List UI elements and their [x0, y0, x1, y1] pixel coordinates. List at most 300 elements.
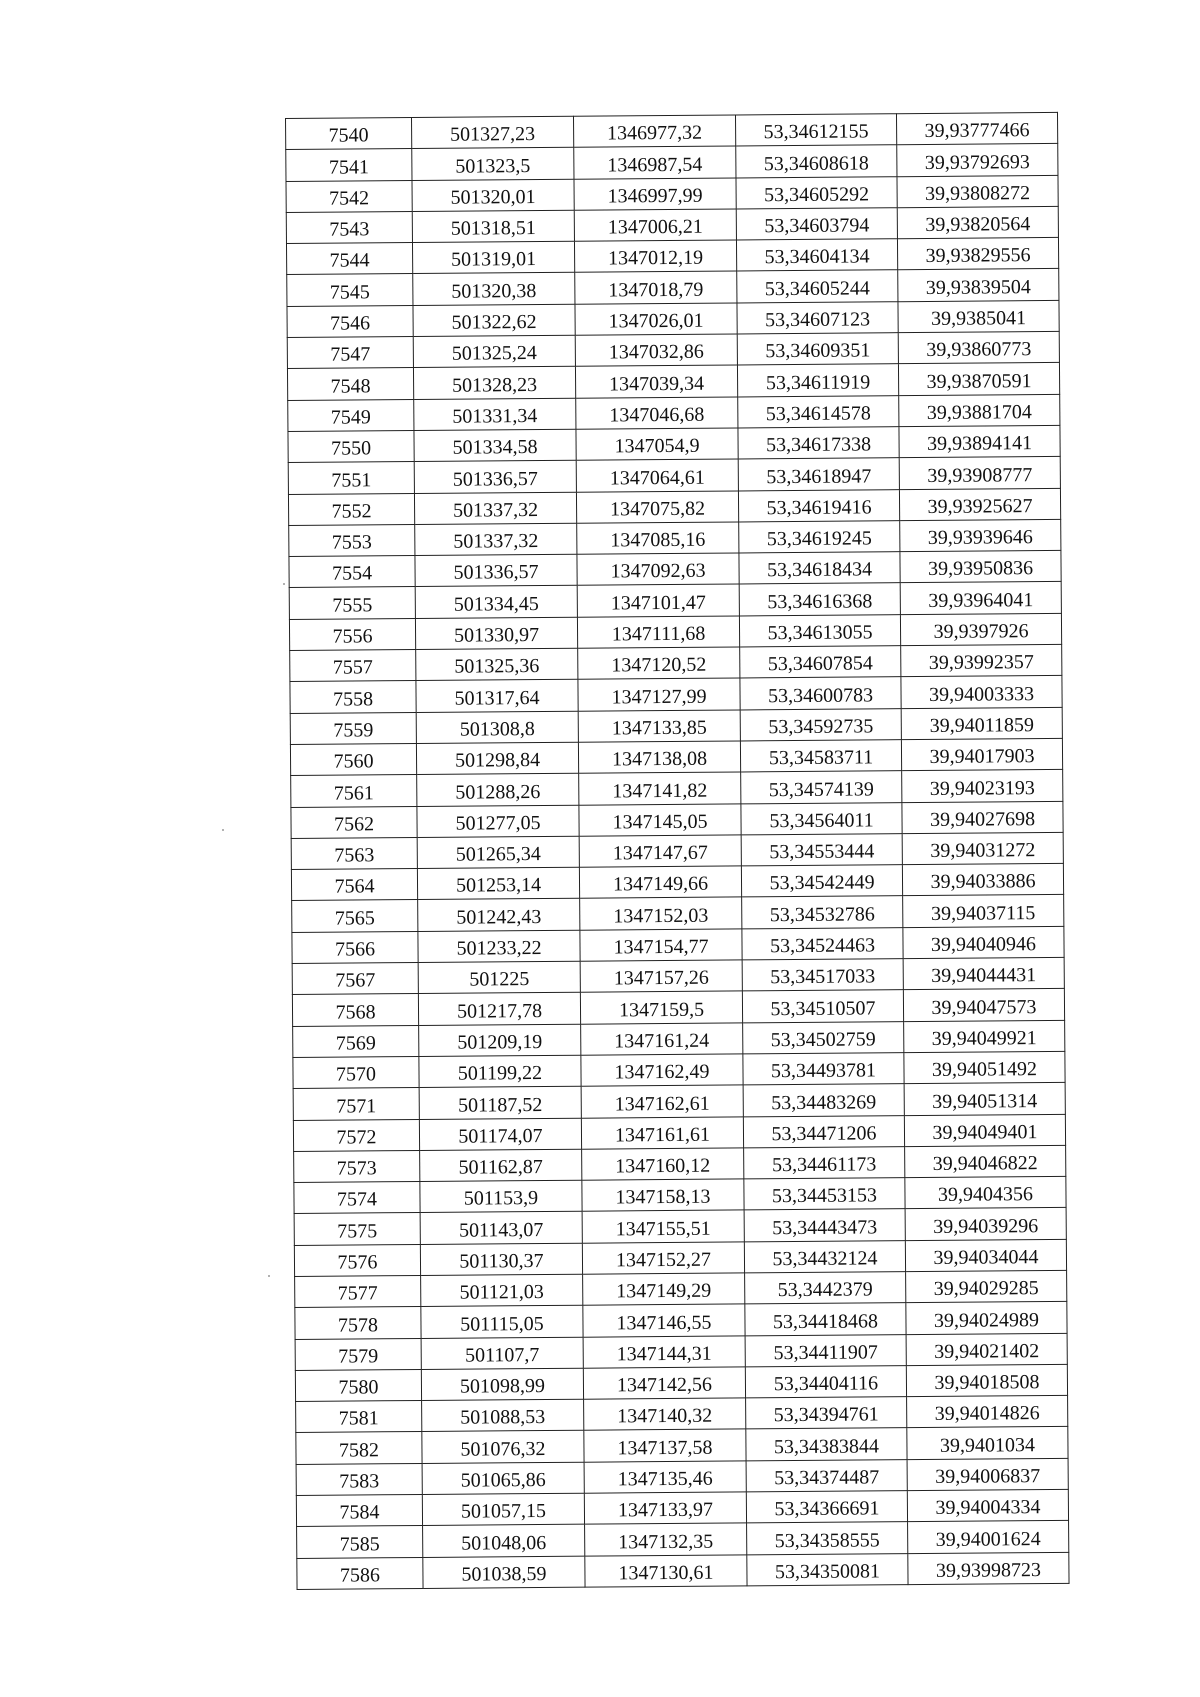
- longitude-cell: [901, 738, 1062, 771]
- point-number-cell: [296, 1463, 422, 1495]
- cell-text: 53,34618434: [766, 558, 873, 582]
- cell-text: 7574: [336, 1188, 378, 1212]
- cell-text: 501327,23: [450, 123, 536, 147]
- x-coordinate-cell: [417, 836, 579, 869]
- latitude-cell: [742, 896, 903, 929]
- x-coordinate-cell: [416, 742, 578, 775]
- cell-text: 53,34574139: [768, 777, 874, 801]
- cell-text: 1346977,32: [607, 122, 703, 145]
- longitude-cell: [900, 582, 1061, 615]
- cell-text: 53,34564011: [769, 809, 874, 833]
- point-number-cell: [294, 1213, 420, 1245]
- point-number-cell: [290, 743, 416, 775]
- latitude-cell: [741, 771, 902, 804]
- y-coordinate-cell: [581, 1116, 743, 1149]
- latitude-cell: [736, 239, 897, 272]
- latitude-cell: [738, 427, 899, 460]
- cell-text: 53,34553444: [769, 840, 875, 864]
- cell-text: 1347152,03: [613, 904, 709, 928]
- point-number-cell: [286, 149, 412, 181]
- cell-text: 39,94021402: [934, 1339, 1040, 1363]
- y-coordinate-cell: [576, 491, 738, 524]
- point-number-cell: [295, 1338, 421, 1370]
- latitude-cell: [742, 927, 903, 960]
- cell-text: 39,93792693: [924, 150, 1030, 174]
- cell-text: 39,9401034: [939, 1433, 1036, 1457]
- latitude-cell: [741, 865, 902, 898]
- y-coordinate-cell: [579, 803, 741, 836]
- cell-text: 1347101,47: [610, 591, 706, 615]
- cell-text: 1347157,26: [613, 967, 709, 990]
- cell-text: 1347158,13: [615, 1186, 711, 1209]
- longitude-cell: [904, 1083, 1065, 1116]
- coordinates-table: [285, 112, 1070, 1590]
- x-coordinate-cell: [418, 899, 580, 932]
- point-number-cell: [287, 305, 413, 337]
- cell-text: 7562: [333, 813, 375, 836]
- y-coordinate-cell: [575, 365, 737, 398]
- point-number-cell: [289, 618, 415, 650]
- cell-text: 39,93925627: [927, 495, 1033, 518]
- longitude-cell: [900, 613, 1061, 646]
- cell-text: 1347159,5: [618, 998, 705, 1022]
- longitude-cell: [897, 238, 1058, 271]
- x-coordinate-cell: [416, 648, 578, 681]
- y-coordinate-cell: [581, 1023, 743, 1056]
- x-coordinate-cell: [421, 1337, 583, 1370]
- cell-text: 501334,58: [452, 436, 538, 459]
- cell-text: 53,34614578: [765, 402, 871, 426]
- longitude-cell: [897, 175, 1058, 208]
- y-coordinate-cell: [579, 772, 741, 805]
- cell-text: 501088,53: [460, 1406, 546, 1430]
- cell-text: 39,94006837: [935, 1465, 1041, 1488]
- cell-text: 53,34604134: [764, 245, 870, 269]
- longitude-cell: [903, 957, 1064, 990]
- cell-text: 39,93998723: [935, 1559, 1042, 1582]
- x-coordinate-cell: [414, 429, 576, 462]
- cell-text: 39,94004334: [935, 1496, 1041, 1520]
- cell-text: 7543: [329, 218, 370, 241]
- cell-text: 53,34366691: [774, 1497, 880, 1521]
- cell-text: 501130,37: [459, 1249, 544, 1273]
- point-number-cell: [288, 493, 414, 525]
- longitude-cell: [898, 332, 1059, 365]
- cell-text: 53,34510507: [770, 996, 876, 1020]
- x-coordinate-cell: [417, 773, 579, 806]
- cell-text: 53,34619245: [766, 527, 872, 551]
- y-coordinate-cell: [584, 1398, 746, 1431]
- longitude-cell: [907, 1396, 1068, 1429]
- cell-text: 501153,9: [463, 1187, 539, 1211]
- longitude-cell: [901, 644, 1062, 677]
- point-number-cell: [297, 1526, 423, 1558]
- cell-text: 39,94023193: [929, 776, 1035, 800]
- cell-text: 501225: [469, 968, 530, 991]
- cell-text: 7553: [331, 531, 372, 554]
- y-coordinate-cell: [584, 1429, 746, 1462]
- cell-text: 39,9404356: [937, 1183, 1034, 1207]
- cell-text: 501057,15: [460, 1500, 547, 1524]
- y-coordinate-cell: [574, 178, 736, 211]
- point-number-cell: [291, 775, 417, 807]
- cell-text: 501121,03: [459, 1281, 544, 1304]
- y-coordinate-cell: [583, 1273, 745, 1306]
- cell-text: 39,93964041: [928, 588, 1034, 612]
- y-coordinate-cell: [584, 1492, 746, 1525]
- latitude-cell: [743, 1084, 904, 1117]
- y-coordinate-cell: [582, 1179, 744, 1212]
- cell-text: 39,93860773: [926, 338, 1032, 362]
- y-coordinate-cell: [579, 835, 741, 868]
- cell-text: 53,34605292: [764, 183, 870, 207]
- x-coordinate-cell: [420, 1180, 582, 1213]
- cell-text: 501253,14: [455, 874, 542, 898]
- cell-text: 7583: [339, 1470, 380, 1493]
- cell-text: 7558: [332, 687, 374, 711]
- cell-text: 53,34583711: [768, 746, 874, 770]
- cell-text: 501098,99: [459, 1375, 546, 1398]
- cell-text: 39,93829556: [925, 244, 1031, 268]
- point-number-cell: [286, 180, 412, 212]
- x-coordinate-cell: [414, 492, 576, 525]
- scan-speck: [222, 829, 224, 831]
- y-coordinate-cell: [577, 616, 739, 649]
- latitude-cell: [745, 1272, 906, 1305]
- x-coordinate-cell: [423, 1556, 585, 1589]
- x-coordinate-cell: [417, 805, 579, 838]
- cell-text: 7546: [330, 312, 371, 335]
- cell-text: 53,34603794: [764, 214, 870, 238]
- cell-text: 1347161,24: [614, 1029, 710, 1053]
- point-number-cell: [295, 1369, 421, 1401]
- point-number-cell: [288, 430, 414, 462]
- latitude-cell: [737, 333, 898, 366]
- cell-text: 53,34502759: [770, 1028, 876, 1052]
- longitude-cell: [898, 363, 1059, 396]
- cell-text: 501320,38: [451, 279, 537, 303]
- cell-text: 1347085,16: [610, 528, 706, 552]
- latitude-cell: [744, 1209, 905, 1242]
- point-number-cell: [293, 1056, 419, 1088]
- latitude-cell: [744, 1146, 905, 1179]
- longitude-cell: [898, 269, 1059, 302]
- latitude-cell: [740, 708, 901, 741]
- cell-text: 7540: [328, 124, 369, 147]
- latitude-cell: [738, 395, 899, 428]
- point-number-cell: [290, 681, 416, 713]
- latitude-cell: [744, 1240, 905, 1273]
- cell-text: 7559: [333, 719, 374, 742]
- cell-text: 53,34483269: [771, 1090, 877, 1114]
- cell-text: 39,94001624: [935, 1527, 1041, 1551]
- y-coordinate-cell: [578, 741, 740, 774]
- latitude-cell: [746, 1491, 907, 1524]
- x-coordinate-cell: [417, 867, 579, 900]
- cell-text: 53,34607123: [765, 308, 871, 332]
- cell-text: 1347145,05: [612, 810, 708, 834]
- x-coordinate-cell: [414, 398, 576, 431]
- x-coordinate-cell: [419, 1086, 581, 1119]
- cell-text: 501331,34: [452, 404, 538, 428]
- point-number-cell: [286, 243, 412, 275]
- y-coordinate-cell: [582, 1242, 744, 1275]
- cell-text: 501336,57: [452, 467, 538, 491]
- cell-text: 53,34471206: [771, 1122, 877, 1146]
- latitude-cell: [745, 1303, 906, 1336]
- point-number-cell: [293, 1088, 419, 1120]
- longitude-cell: [903, 926, 1064, 959]
- cell-text: 501328,23: [452, 373, 538, 397]
- latitude-cell: [740, 677, 901, 710]
- cell-text: 1347039,34: [609, 372, 705, 396]
- cell-text: 39,94031272: [930, 839, 1036, 863]
- point-number-cell: [289, 556, 415, 588]
- y-coordinate-cell: [577, 522, 739, 555]
- longitude-cell: [907, 1427, 1068, 1460]
- y-coordinate-cell: [577, 584, 739, 617]
- point-number-cell: [287, 337, 413, 369]
- cell-text: 1347032,86: [608, 341, 704, 364]
- cell-text: 501320,01: [450, 185, 536, 209]
- latitude-cell: [739, 552, 900, 585]
- cell-text: 39,93808272: [925, 182, 1031, 205]
- cell-text: 1347141,82: [612, 779, 708, 802]
- cell-text: 39,94039296: [933, 1214, 1039, 1238]
- y-coordinate-cell: [574, 240, 736, 273]
- cell-text: 7556: [332, 625, 373, 648]
- cell-text: 501076,32: [460, 1437, 546, 1461]
- cell-text: 39,94049921: [931, 1027, 1037, 1050]
- y-coordinate-cell: [574, 209, 736, 242]
- cell-text: 501143,07: [459, 1218, 544, 1242]
- latitude-cell: [736, 208, 897, 241]
- cell-text: 39,93894141: [926, 432, 1033, 456]
- y-coordinate-cell: [577, 553, 739, 586]
- cell-text: 7580: [338, 1376, 379, 1399]
- cell-text: 39,93820564: [925, 213, 1031, 237]
- longitude-cell: [896, 112, 1057, 145]
- x-coordinate-cell: [416, 711, 578, 744]
- cell-text: 39,94027698: [929, 807, 1036, 831]
- cell-text: 1347075,82: [609, 497, 706, 521]
- point-number-cell: [290, 712, 416, 744]
- cell-text: 39,94011859: [929, 714, 1035, 737]
- longitude-cell: [906, 1270, 1067, 1303]
- x-coordinate-cell: [422, 1493, 584, 1526]
- y-coordinate-cell: [575, 303, 737, 336]
- y-coordinate-cell: [575, 334, 737, 367]
- cell-text: 53,34418468: [772, 1309, 879, 1333]
- longitude-cell: [907, 1458, 1068, 1491]
- cell-text: 501115,05: [460, 1312, 544, 1336]
- cell-text: 7578: [337, 1313, 379, 1337]
- cell-text: 7575: [337, 1219, 378, 1243]
- cell-text: 53,34411907: [773, 1341, 878, 1365]
- cell-text: 1347018,79: [608, 278, 704, 302]
- y-coordinate-cell: [583, 1304, 745, 1337]
- x-coordinate-cell: [421, 1305, 583, 1338]
- cell-text: 7576: [337, 1251, 378, 1274]
- cell-text: 53,34358555: [774, 1529, 880, 1552]
- cell-text: 501319,01: [451, 248, 537, 272]
- cell-text: 53,34461173: [772, 1153, 877, 1177]
- cell-text: 39,94029285: [933, 1277, 1039, 1301]
- longitude-cell: [907, 1489, 1068, 1522]
- point-number-cell: [290, 650, 416, 682]
- cell-text: 501174,07: [458, 1124, 543, 1148]
- cell-text: 7572: [336, 1126, 377, 1149]
- cell-text: 1347012,19: [608, 247, 704, 270]
- y-coordinate-cell: [585, 1555, 747, 1588]
- cell-text: 501336,57: [453, 561, 539, 585]
- cell-text: 53,34600783: [767, 684, 874, 707]
- latitude-cell: [741, 834, 902, 867]
- cell-text: 1347120,52: [611, 654, 707, 677]
- cell-text: 501187,52: [458, 1093, 543, 1117]
- cell-text: 39,94018508: [934, 1371, 1040, 1395]
- x-coordinate-cell: [420, 1243, 582, 1276]
- cell-text: 39,94024989: [933, 1308, 1040, 1332]
- latitude-cell: [742, 990, 903, 1023]
- cell-text: 7569: [335, 1032, 376, 1055]
- y-coordinate-cell: [581, 1085, 743, 1118]
- cell-text: 53,34618947: [766, 464, 872, 488]
- longitude-cell: [902, 770, 1063, 803]
- cell-text: 1347133,97: [617, 1499, 714, 1522]
- cell-text: 53,34611919: [765, 371, 871, 394]
- cell-text: 53,34612155: [763, 120, 869, 144]
- x-coordinate-cell: [416, 680, 578, 713]
- point-number-cell: [291, 837, 417, 869]
- latitude-cell: [738, 489, 899, 522]
- latitude-cell: [743, 1021, 904, 1054]
- latitude-cell: [744, 1178, 905, 1211]
- cell-text: 7573: [336, 1157, 377, 1180]
- y-coordinate-cell: [576, 428, 738, 461]
- latitude-cell: [743, 1053, 904, 1086]
- longitude-cell: [908, 1552, 1069, 1585]
- cell-text: 39,94044431: [931, 964, 1037, 988]
- latitude-cell: [739, 583, 900, 616]
- y-coordinate-cell: [581, 1054, 743, 1087]
- cell-text: 39,94014826: [934, 1402, 1040, 1426]
- cell-text: 39,93839504: [925, 275, 1031, 299]
- cell-text: 1347162,49: [614, 1060, 710, 1084]
- longitude-cell: [901, 707, 1062, 740]
- latitude-cell: [735, 114, 896, 147]
- x-coordinate-cell: [422, 1462, 584, 1495]
- x-coordinate-cell: [421, 1274, 583, 1307]
- cell-text: 1347137,58: [617, 1436, 713, 1460]
- longitude-cell: [899, 394, 1060, 427]
- cell-text: 39,93881704: [926, 401, 1032, 424]
- cell-text: 39,93777466: [924, 119, 1030, 143]
- x-coordinate-cell: [412, 179, 574, 212]
- cell-text: 1347138,08: [611, 747, 708, 771]
- cell-text: 7548: [330, 375, 371, 398]
- x-coordinate-cell: [423, 1525, 585, 1558]
- longitude-cell: [897, 144, 1058, 177]
- point-number-cell: [294, 1182, 420, 1214]
- y-coordinate-cell: [579, 866, 741, 899]
- point-number-cell: [289, 587, 415, 619]
- cell-text: 501065,86: [460, 1469, 546, 1492]
- cell-text: 1346997,99: [607, 184, 703, 208]
- point-number-cell: [296, 1495, 422, 1527]
- table-row: [297, 1552, 1069, 1589]
- x-coordinate-cell: [419, 1055, 581, 1088]
- cell-text: 39,93870591: [926, 369, 1032, 393]
- cell-text: 501217,78: [456, 999, 543, 1023]
- y-coordinate-cell: [585, 1523, 747, 1556]
- cell-text: 53,34350081: [774, 1560, 881, 1584]
- y-coordinate-cell: [578, 710, 740, 743]
- cell-text: 53,34374487: [774, 1466, 880, 1490]
- cell-text: 7554: [331, 562, 373, 586]
- cell-text: 53,34404116: [773, 1372, 879, 1396]
- longitude-cell: [903, 989, 1064, 1022]
- cell-text: 7565: [334, 907, 375, 930]
- y-coordinate-cell: [584, 1461, 746, 1494]
- y-coordinate-cell: [576, 459, 738, 492]
- y-coordinate-cell: [580, 897, 742, 930]
- latitude-cell: [742, 959, 903, 992]
- cell-text: 501323,5: [455, 154, 531, 178]
- cell-text: 7571: [336, 1094, 377, 1118]
- point-number-cell: [293, 1119, 419, 1151]
- cell-text: 39,94047573: [931, 995, 1037, 1019]
- x-coordinate-cell: [418, 961, 580, 994]
- longitude-cell: [903, 895, 1064, 928]
- cell-text: 39,93992357: [928, 651, 1034, 675]
- cell-text: 7581: [338, 1407, 379, 1431]
- x-coordinate-cell: [413, 367, 575, 400]
- x-coordinate-cell: [414, 460, 576, 493]
- cell-text: 7541: [328, 155, 369, 179]
- longitude-cell: [900, 519, 1061, 552]
- cell-text: 53,34383844: [773, 1435, 880, 1458]
- cell-text: 7567: [335, 969, 376, 992]
- longitude-cell: [897, 206, 1058, 239]
- cell-text: 53,34524463: [769, 934, 876, 958]
- cell-text: 501334,45: [453, 592, 539, 616]
- longitude-cell: [906, 1302, 1067, 1335]
- cell-text: 53,34542449: [769, 871, 875, 895]
- point-number-cell: [292, 994, 418, 1026]
- cell-text: 1347147,67: [612, 841, 708, 865]
- cell-text: 1347092,63: [610, 560, 706, 583]
- x-coordinate-cell: [413, 335, 575, 368]
- cell-text: 7584: [339, 1501, 380, 1524]
- y-coordinate-cell: [578, 647, 740, 680]
- point-number-cell: [296, 1432, 422, 1464]
- point-number-cell: [295, 1275, 421, 1307]
- cell-text: 7557: [332, 656, 373, 679]
- cell-text: 501242,43: [456, 905, 542, 929]
- cell-text: 1347154,77: [613, 935, 709, 959]
- cell-text: 53,34394761: [773, 1403, 879, 1427]
- cell-text: 39,9397926: [933, 620, 1029, 643]
- latitude-cell: [746, 1397, 907, 1430]
- cell-text: 501322,62: [451, 311, 537, 334]
- longitude-cell: [906, 1364, 1067, 1397]
- cell-text: 1347132,35: [618, 1530, 714, 1554]
- cell-text: 7568: [335, 1000, 376, 1024]
- cell-text: 7570: [335, 1063, 377, 1086]
- cell-text: 7555: [332, 594, 373, 617]
- cell-text: 7563: [334, 844, 375, 867]
